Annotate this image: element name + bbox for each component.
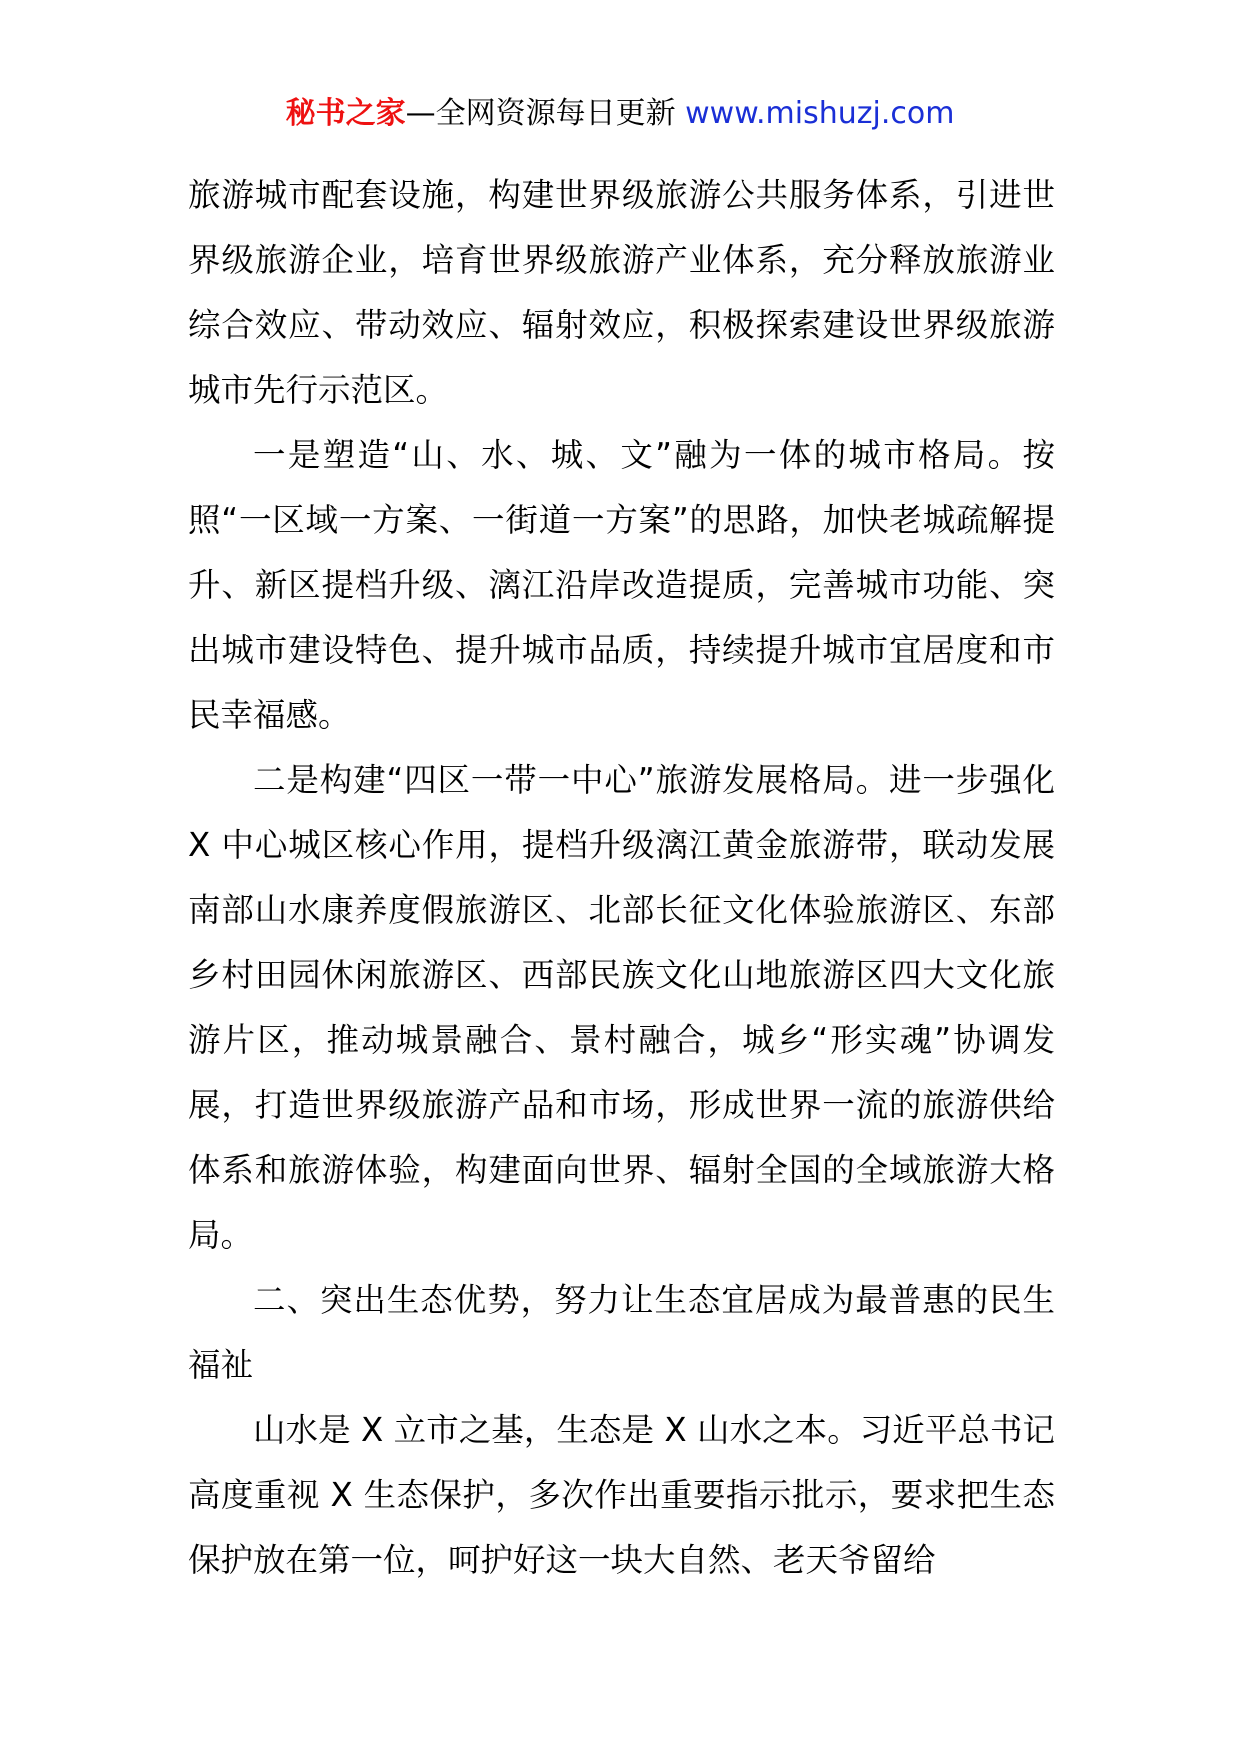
paragraph-city-layout: 一是塑造“山、水、城、文”融为一体的城市格局。按照“一区域一方案、一街道一方案”的思路，加快老城疏解提升、新区提档升级、漓江沿岸改造提质，完善城市功能、突出城市建设特色、提升城市品质，持续提升城市宜居度和市民幸福感。: [188, 436, 1055, 734]
brand-name: 秘书之家: [285, 96, 406, 131]
section-heading-ecology: 二、突出生态优势，努力让生态宜居成为最普惠的民生福祉: [188, 1281, 1055, 1384]
document-body: [188, 163, 1055, 1593]
paragraph-tourism-layout: 二是构建“四区一带一中心”旅游发展格局。进一步强化 X 中心城区核心作用，提档升级漓江黄金旅游带，联动发展南部山水康养度假旅游区、北部长征文化体验旅游区、东部乡村田园休闲旅游区、西部民族文化山地旅游区四大文化旅游片区，推动城景融合、景村融合，城乡“形实魂”协调发展，打造世界级旅游产品和市场，形成世界一流的旅游供给体系和旅游体验，构建面向世界、辐射全国的全域旅游大格局。: [188, 761, 1055, 1254]
header-slogan: —全网资源每日更新: [405, 96, 686, 131]
paragraph-continued: 旅游城市配套设施，构建世界级旅游公共服务体系，引进世界级旅游企业，培育世界级旅游产业体系，充分释放旅游业综合效应、带动效应、辐射效应，积极探索建设世界级旅游城市先行示范区。: [188, 176, 1055, 409]
website-link[interactable]: www.mishuzj.com: [685, 96, 955, 131]
page-header: [0, 94, 1240, 134]
paragraph-ecology: 山水是 X 立市之基，生态是 X 山水之本。习近平总书记高度重视 X 生态保护，多次作出重要指示批示，要求把生态保护放在第一位，呵护好这一块大自然、老天爷留给: [188, 1411, 1055, 1579]
